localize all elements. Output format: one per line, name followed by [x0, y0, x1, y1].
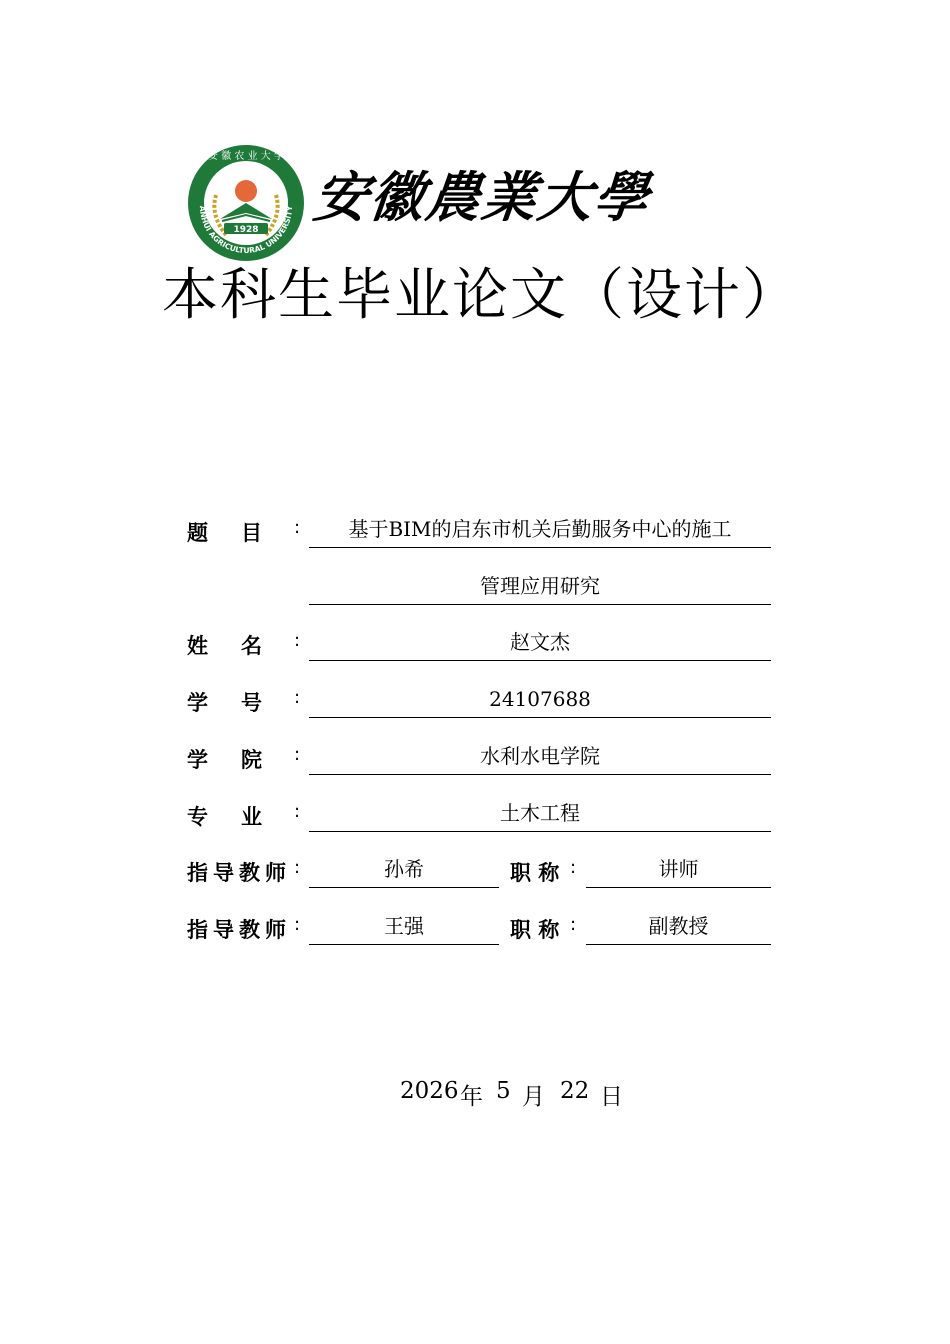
name-label-char-1: 姓 — [187, 634, 208, 658]
date-year: 2026 — [400, 1078, 459, 1104]
date-month-unit: 月 — [522, 1084, 545, 1110]
name-label-char-2: 名 — [241, 634, 262, 658]
svg-text:安 徽 农 业 大 学: 安 徽 农 业 大 学 — [208, 151, 284, 162]
title-colon-1: : — [570, 857, 577, 878]
title-colon-2: : — [570, 914, 577, 935]
id-colon: : — [294, 687, 301, 708]
date-year-unit: 年 — [460, 1084, 483, 1110]
topic-label-char-2: 目 — [241, 521, 262, 545]
svg-text:ANHUI AGRICULTURAL UNIVERSITY: ANHUI AGRICULTURAL UNIVERSITY — [197, 205, 295, 256]
major-row — [0, 795, 950, 835]
title-label-1: 职 称 — [510, 861, 560, 885]
student-id-value: 24107688 — [309, 681, 771, 718]
advisor-row-2 — [0, 908, 950, 948]
major-value: 土木工程 — [309, 795, 771, 832]
student-name-value: 赵文杰 — [309, 624, 771, 661]
date-month: 5 — [496, 1078, 511, 1104]
advisor-colon-2: : — [294, 914, 301, 935]
id-label-char-1: 学 — [187, 691, 208, 715]
college-label-char-2: 院 — [241, 748, 262, 772]
advisor-label-1: 指导教师 — [187, 861, 291, 885]
date-day-unit: 日 — [600, 1084, 623, 1110]
date-day: 22 — [560, 1078, 590, 1104]
advisor-1-name: 孙希 — [309, 851, 499, 888]
advisor-colon-1: : — [294, 857, 301, 878]
name-colon: : — [294, 630, 301, 651]
student-id-row — [0, 681, 950, 721]
university-name-logo: 安徽農業大學 — [310, 165, 654, 229]
topic-row-continued — [0, 568, 950, 608]
topic-line-2: 管理应用研究 — [309, 568, 771, 605]
college-row — [0, 738, 950, 778]
major-colon: : — [294, 801, 301, 822]
svg-text:1928: 1928 — [233, 225, 259, 235]
title-label-2: 职 称 — [510, 918, 560, 942]
advisor-row-1 — [0, 851, 950, 891]
advisor-1-title: 讲师 — [586, 851, 771, 888]
student-name-row — [0, 624, 950, 664]
topic-colon: : — [294, 517, 301, 538]
id-label-char-2: 号 — [241, 691, 262, 715]
major-label-char-1: 专 — [187, 805, 208, 829]
college-label-char-1: 学 — [187, 748, 208, 772]
topic-line-1: 基于BIM的启东市机关后勤服务中心的施工 — [309, 511, 771, 548]
advisor-2-title: 副教授 — [586, 908, 771, 945]
college-colon: : — [294, 744, 301, 765]
advisor-2-name: 王强 — [309, 908, 499, 945]
topic-label-char-1: 题 — [187, 521, 208, 545]
thesis-type-title: 本科生毕业论文（设计） — [162, 263, 800, 328]
university-seal-logo — [186, 143, 306, 263]
advisor-label-2: 指导教师 — [187, 918, 291, 942]
major-label-char-2: 业 — [241, 805, 262, 829]
topic-row — [0, 511, 950, 551]
college-value: 水利水电学院 — [309, 738, 771, 775]
